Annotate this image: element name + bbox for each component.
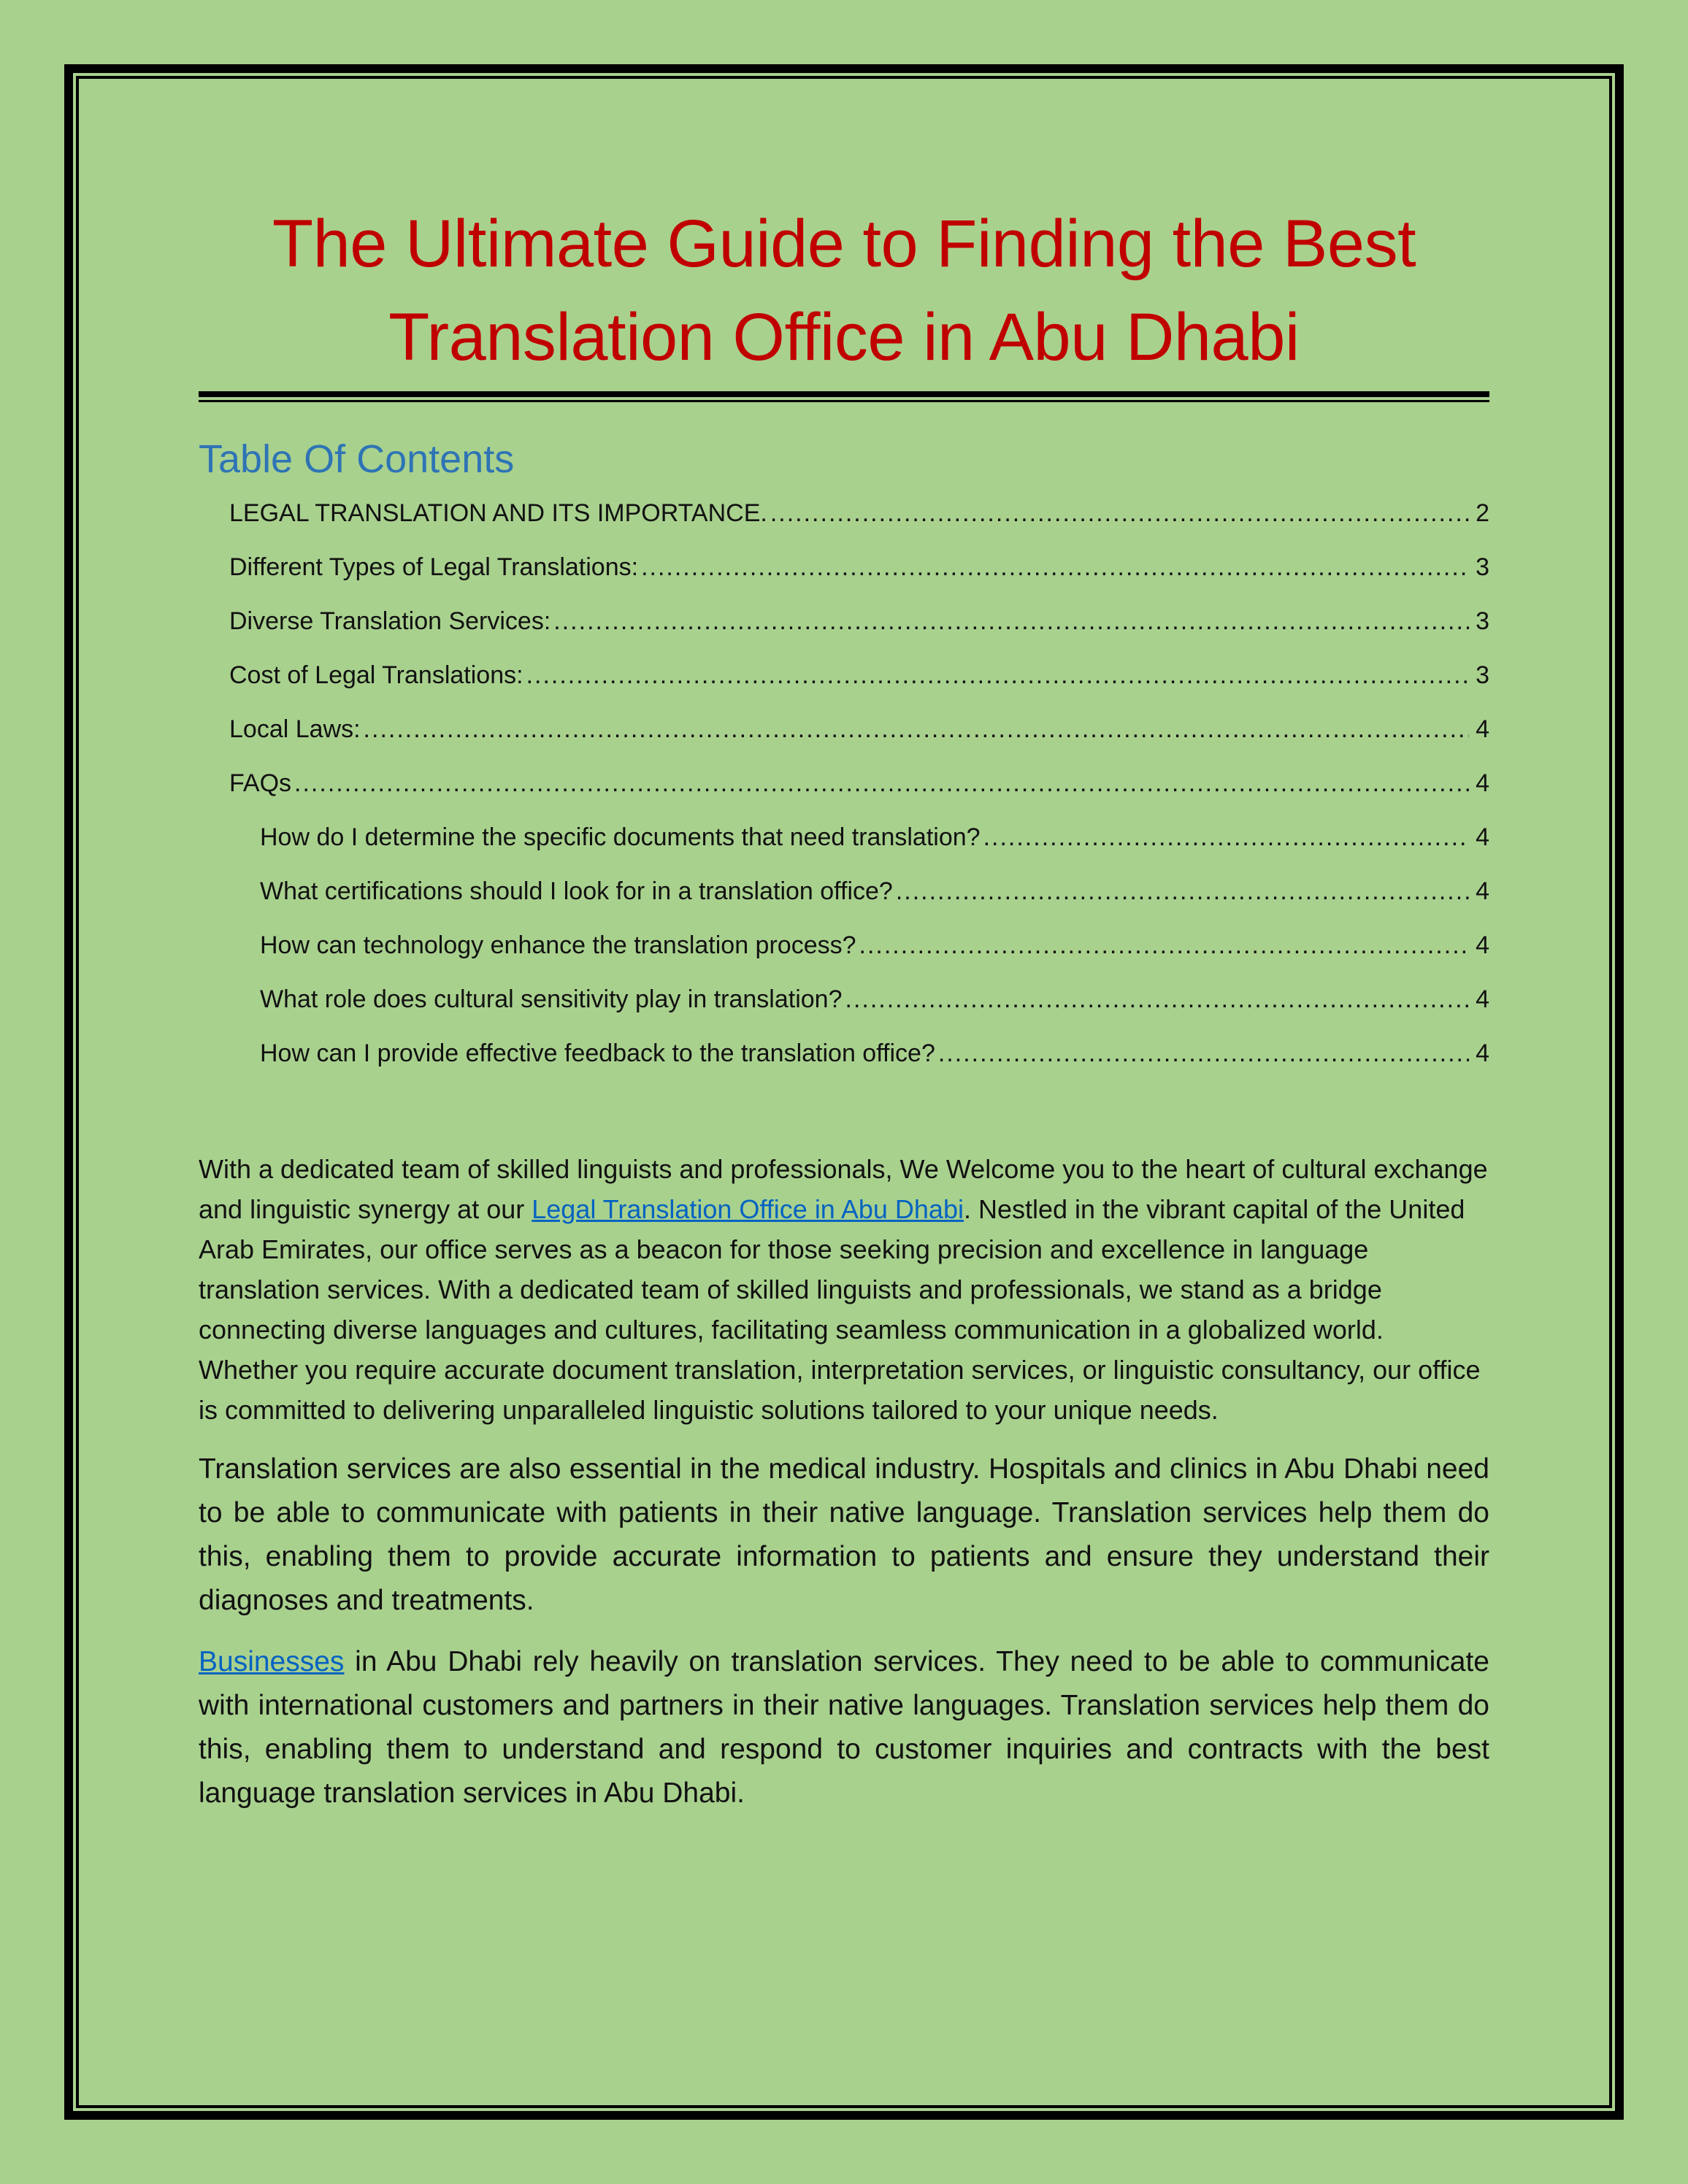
intro-text-after-link: . Nestled in the vibrant capital of the United Arab Emirates, our office serves as a beacon for those seeking precision and excellence in language translation services. With a dedicated team of skilled linguists and professionals, we stand as a bridge connecting diverse languages and cultures, facilitating seamless communication in a globalized world. Whether you require accurate document translation, interpretation services, or linguistic consultancy, our office is committed to delivering unparalleled linguistic solutions tailored to your unique needs. bbox=[199, 1194, 1481, 1425]
toc-entry-title: LEGAL TRANSLATION AND ITS IMPORTANCE. bbox=[229, 499, 767, 527]
toc-entry-page-number: 3 bbox=[1476, 607, 1489, 635]
toc-entry-title: How do I determine the specific documents that need translation? bbox=[260, 823, 981, 851]
toc-entry[interactable] bbox=[199, 702, 1489, 756]
toc-dot-leader bbox=[770, 499, 1469, 528]
toc-entry-title: Cost of Legal Translations: bbox=[229, 661, 523, 689]
toc-dot-leader bbox=[641, 553, 1469, 582]
document-page bbox=[199, 197, 1489, 1815]
toc-entry-title: Local Laws: bbox=[229, 715, 361, 743]
toc-entry-title: Different Types of Legal Translations: bbox=[229, 553, 639, 581]
toc-entry[interactable] bbox=[199, 864, 1489, 918]
toc-entry-page-number: 2 bbox=[1476, 499, 1489, 527]
toc-entry-title: What certifications should I look for in a translation office? bbox=[260, 877, 893, 905]
intro-paragraph bbox=[199, 1149, 1489, 1430]
toc-entry-page-number: 4 bbox=[1476, 715, 1489, 743]
businesses-text-after-link: in Abu Dhabi rely heavily on translation services. They need to be able to communicate with international customers and partners in their native languages. Translation services help them do this, enabling them to understand and respond to customer inquiries and contracts with the best language translation services in Abu Dhabi. bbox=[199, 1646, 1489, 1809]
toc-dot-leader bbox=[983, 823, 1469, 852]
toc-entry[interactable] bbox=[199, 810, 1489, 864]
toc-entry-title: Diverse Translation Services: bbox=[229, 607, 551, 635]
toc-entry-title: What role does cultural sensitivity play in translation? bbox=[260, 985, 843, 1013]
toc-dot-leader bbox=[938, 1039, 1469, 1068]
toc-entry[interactable] bbox=[199, 756, 1489, 810]
document-title: The Ultimate Guide to Finding the Best Translation Office in Abu Dhabi bbox=[272, 207, 1416, 374]
toc-entry[interactable] bbox=[199, 1026, 1489, 1080]
table-of-contents bbox=[199, 486, 1489, 1080]
toc-dot-leader bbox=[896, 877, 1469, 906]
toc-entry[interactable] bbox=[199, 648, 1489, 702]
toc-entry-page-number: 4 bbox=[1476, 877, 1489, 905]
toc-entry-page-number: 4 bbox=[1476, 931, 1489, 959]
toc-entry-page-number: 4 bbox=[1476, 985, 1489, 1013]
toc-dot-leader bbox=[526, 661, 1469, 690]
toc-dot-leader bbox=[859, 931, 1469, 960]
toc-entry[interactable] bbox=[199, 486, 1489, 540]
toc-entry[interactable] bbox=[199, 972, 1489, 1026]
toc-entry[interactable] bbox=[199, 918, 1489, 972]
businesses-link[interactable]: Businesses bbox=[199, 1646, 345, 1677]
toc-heading: Table Of Contents bbox=[199, 437, 515, 481]
toc-entry-page-number: 3 bbox=[1476, 553, 1489, 581]
toc-dot-leader bbox=[845, 985, 1470, 1014]
toc-entry-title: FAQs bbox=[229, 769, 292, 797]
toc-dot-leader bbox=[294, 769, 1469, 798]
medical-paragraph: Translation services are also essential in the medical industry. Hospitals and clinics in Abu Dhabi need to be able to communicate with patients in their native language. Translation services help them do this, enabling them to provide accurate information to patients and ensure they understand their diagnoses and treatments. bbox=[199, 1453, 1489, 1616]
toc-dot-leader bbox=[364, 715, 1469, 744]
businesses-paragraph bbox=[199, 1640, 1489, 1815]
title-underline-divider bbox=[199, 391, 1489, 397]
legal-translation-office-link[interactable]: Legal Translation Office in Abu Dhabi bbox=[532, 1194, 964, 1224]
toc-entry-page-number: 3 bbox=[1476, 661, 1489, 689]
toc-entry-page-number: 4 bbox=[1476, 1039, 1489, 1067]
intro-text-before-link: With a dedicated team of skilled linguists and professionals, We Welcome you to the heart of cultural exchange and linguistic synergy at our bbox=[199, 1154, 1488, 1224]
toc-entry-title: How can technology enhance the translation process? bbox=[260, 931, 856, 959]
toc-entry-title: How can I provide effective feedback to the translation office? bbox=[260, 1039, 935, 1067]
toc-entry-page-number: 4 bbox=[1476, 769, 1489, 797]
toc-entry[interactable] bbox=[199, 594, 1489, 648]
toc-entry[interactable] bbox=[199, 540, 1489, 594]
toc-entry-page-number: 4 bbox=[1476, 823, 1489, 851]
toc-dot-leader bbox=[553, 607, 1469, 636]
